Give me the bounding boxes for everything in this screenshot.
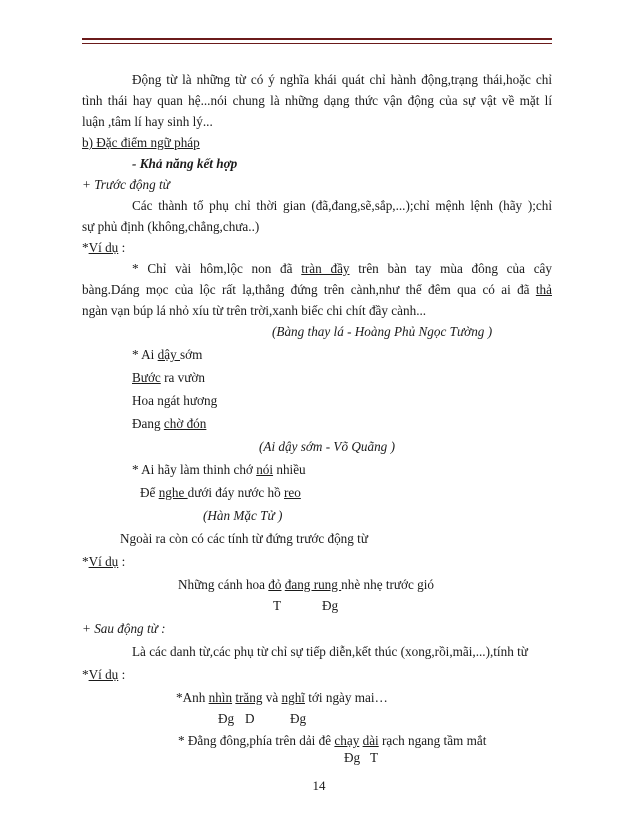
after-verb-line: Là các danh từ,các phụ từ chỉ sự tiếp diễn,kết thúc (xong,rồi,mãi,...),tính từ xyxy=(132,644,528,659)
example1-line-3: ngàn vạn búp lá nhỏ xíu từ trên trời,xanh biếc chi chít đầy cành... xyxy=(82,303,427,318)
example4-line: Những cánh hoa đỏ đang rung nhè nhẹ trước gió xyxy=(178,577,435,592)
example-label-2: *Ví dụ : xyxy=(82,554,126,569)
example-label-1: *Ví dụ : xyxy=(82,240,126,255)
example1-line-1: * Chỉ vài hôm,lộc non đã tràn đầy trên bàn tay mùa đông của cây xyxy=(132,261,552,276)
poem-line-4: Đang chờ đón xyxy=(132,416,207,431)
example6-label-1: Đg xyxy=(344,750,361,765)
poem2-line-2: Để nghe dưới đáy nước hồ reo xyxy=(140,485,301,500)
before-verb-line-2: sự phủ định (không,chẳng,chưa..) xyxy=(82,219,260,234)
example5-label-3: Đg xyxy=(290,711,307,726)
intro-line-3: luận ,tâm lí hay sinh lý... xyxy=(82,114,213,129)
page-number: 14 xyxy=(312,778,326,793)
vidu-text: Ví dụ xyxy=(88,240,119,255)
poem-line-2: Bước ra vườn xyxy=(132,370,205,385)
example1-source: (Bàng thay lá - Hoàng Phủ Ngọc Tường ) xyxy=(272,324,493,339)
poem2-line-1: * Ai hãy làm thinh chớ nói nhiều xyxy=(132,462,306,477)
example4-label-t: T xyxy=(273,598,282,613)
subheading-kha-nang: - Khả năng kết hợp xyxy=(132,156,238,171)
example6-label-2: T xyxy=(370,750,379,765)
before-verb-heading: + Trước động từ xyxy=(82,177,170,192)
section-heading: b) Đặc điểm ngữ pháp xyxy=(82,135,200,150)
adjective-note: Ngoài ra còn có các tính từ đứng trước động từ xyxy=(120,531,368,546)
poem-line-1: * Ai dậy sớm xyxy=(132,347,203,362)
example5-label-1: Đg xyxy=(218,711,235,726)
example6-line: * Đằng đông,phía trên dải đê chạy dài rạch ngang tầm mắt xyxy=(178,733,487,748)
header-rule-thin xyxy=(82,43,552,44)
intro-line-1: Động từ là những từ có ý nghĩa khái quát chỉ hành động,trạng thái,hoặc chỉ xyxy=(132,72,552,87)
after-verb-heading: + Sau động từ : xyxy=(82,621,166,636)
example4-label-dg: Đg xyxy=(322,598,339,613)
intro-line-2: tình thái hay quan hệ...nói chung là những dạng thức vận động của sự vật về mặt lí xyxy=(82,93,552,108)
poem-source-1: (Ai dậy sớm - Võ Quãng ) xyxy=(259,439,395,454)
example1-line-2: bàng.Dáng mọc của lộc rất lạ,thẳng đứng trên cành,như thể đêm qua có ai đã thả xyxy=(82,282,552,297)
example-label-3: *Ví dụ : xyxy=(82,667,126,682)
poem-line-3: Hoa ngát hương xyxy=(132,393,218,408)
example5-label-2: D xyxy=(245,711,255,726)
example5-line: *Anh nhìn trăng và nghĩ tới ngày mai… xyxy=(176,690,388,705)
header-rule-thick xyxy=(82,38,552,40)
poem-source-2: (Hàn Mặc Tử ) xyxy=(203,508,283,523)
before-verb-line-1: Các thành tố phụ chỉ thời gian (đã,đang,sẽ,sắp,...);chỉ mệnh lệnh (hãy );chỉ xyxy=(132,198,552,213)
